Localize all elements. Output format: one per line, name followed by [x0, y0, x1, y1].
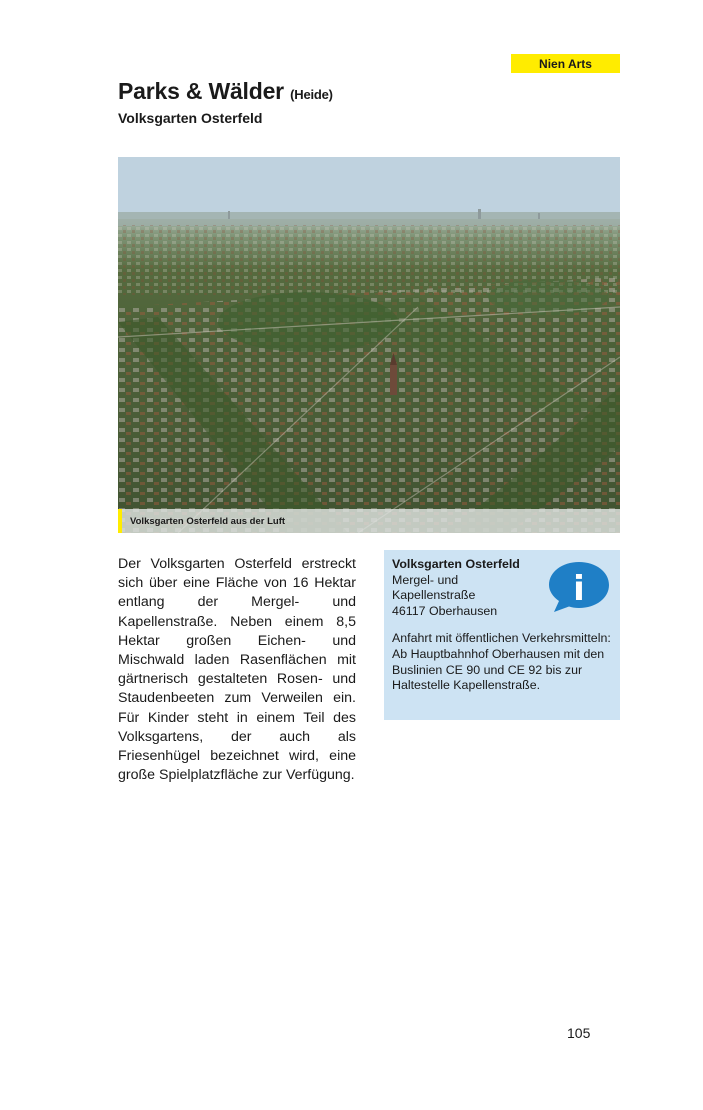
info-icon — [548, 560, 610, 614]
page-title — [118, 78, 333, 105]
info-transit: Anfahrt mit öffentlichen Verkehrsmitteln: Ab Hauptbahnhof Oberhausen mit den Buslinien CE 90 und CE 92 bis zur Haltestelle Kapellenstraße. — [392, 631, 611, 693]
body-text: Der Volksgarten Osterfeld erstreckt sich über eine Fläche von 16 Hektar entlang der Mergel- und Kapellenstraße. Neben einem 8,5 Hektar großen Eichen- und Mischwald laden Rasenflächen mit gärtnerisch gestalteten Rosen- und Staudenbeeten zum Verweilen ein. Für Kinder steht in einem Teil des Volksgartens, der auch als Friesenhügel bezeichnet wird, eine große Spielplatzfläche zur Verfügung. — [118, 556, 356, 784]
title-suffix: (Heide) — [290, 87, 333, 102]
section-tag: Nien Arts — [511, 54, 620, 73]
photo-caption-bar — [118, 509, 620, 533]
info-address-line1: Mergel- und — [392, 572, 459, 587]
info-name: Volksgarten Osterfeld — [392, 557, 520, 571]
photo-caption: Volksgarten Osterfeld aus der Luft — [130, 515, 286, 527]
info-address-line2: Kapellenstraße — [392, 588, 476, 603]
page-subtitle: Volksgarten Osterfeld — [118, 110, 263, 126]
info-address-line3: 46117 Oberhausen — [392, 603, 498, 618]
aerial-photo-illustration — [118, 157, 620, 533]
info-icon-glyph: i — [573, 569, 585, 609]
title-main: Parks & Wälder — [118, 78, 284, 104]
info-box — [384, 550, 620, 720]
caption-stripe — [118, 509, 122, 533]
aerial-photo — [118, 157, 620, 533]
page-number: 105 — [567, 1025, 591, 1041]
